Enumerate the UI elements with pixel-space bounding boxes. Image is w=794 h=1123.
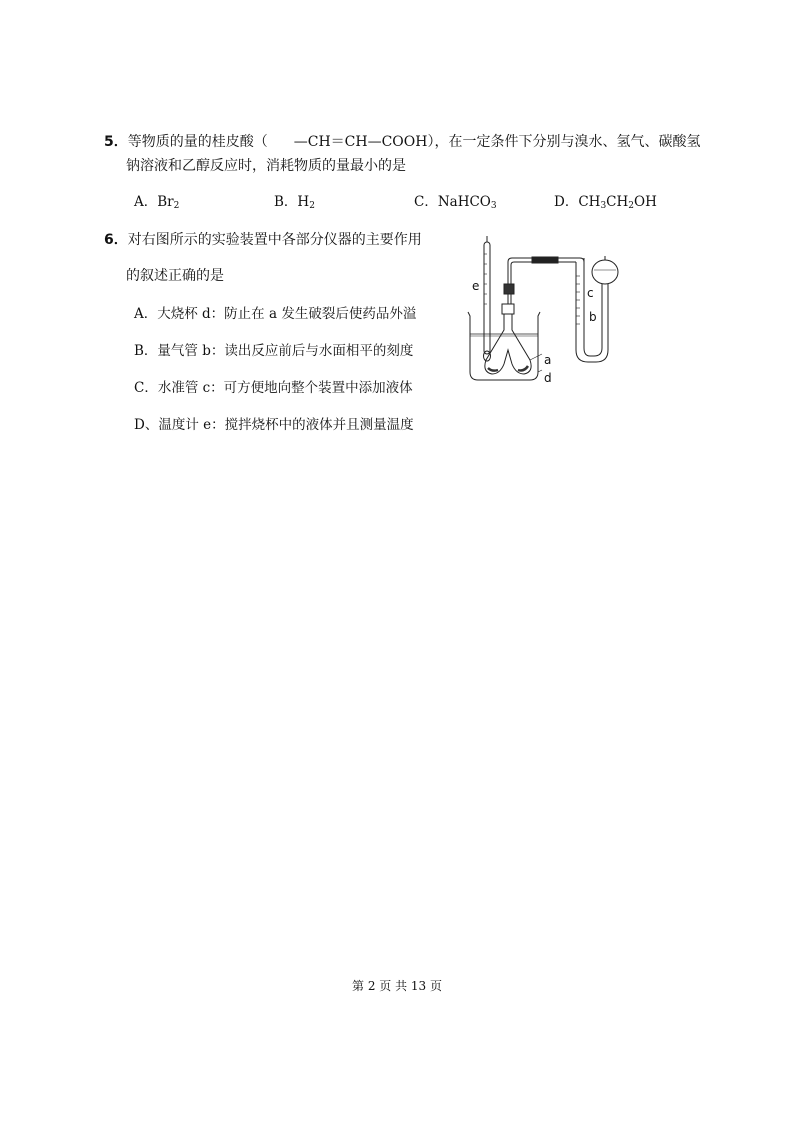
q6-option-a: A．大烧杯 d：防止在 a 发生破裂后使药品外溢 bbox=[134, 306, 417, 322]
q6-stem-line1: 6．对右图所示的实验装置中各部分仪器的主要作用 bbox=[104, 232, 422, 248]
q5-stem-formula: —CH＝CH—COOH），在一定条件下分别与溴水、氢气、碳酸氢 bbox=[293, 134, 701, 150]
q6-number: 6． bbox=[104, 232, 128, 248]
stopper bbox=[502, 304, 514, 314]
label-e: e bbox=[472, 279, 480, 293]
label-a: a bbox=[544, 353, 552, 367]
q6-option-d: D、温度计 e：搅拌烧杯中的液体并且测量温度 bbox=[134, 417, 414, 433]
leveling-bulb-c bbox=[592, 260, 618, 284]
label-c: c bbox=[587, 286, 594, 300]
q6-option-b: B．量气管 b：读出反应前后与水面相平的刻度 bbox=[134, 343, 414, 359]
q5-stem-line1 bbox=[104, 133, 700, 151]
q5-stem-line2: 钠溶液和乙醇反应时，消耗物质的量最小的是 bbox=[126, 158, 406, 174]
q5-option-d: D．$CH_3CH_2OH$ bbox=[554, 194, 657, 211]
label-b: b bbox=[589, 310, 597, 324]
rubber-joint bbox=[532, 257, 558, 263]
y-tube-a bbox=[485, 314, 531, 374]
page-footer: 第 2 页 共 13 页 bbox=[352, 979, 442, 993]
q5-stem-part1: 等物质的量的桂皮酸（ bbox=[127, 134, 268, 150]
thermometer-e bbox=[484, 242, 490, 354]
q5-option-c: C．NaHCO$_3$ bbox=[414, 194, 497, 211]
q5-option-a: A．$Br_2$ bbox=[134, 194, 180, 211]
q6-stem-line2: 的叙述正确的是 bbox=[126, 268, 224, 284]
q5-option-b: B．$H_2$ bbox=[274, 194, 315, 211]
q5-number: 5． bbox=[104, 134, 128, 150]
q6-option-c: C．水准管 c：可方便地向整个装置中添加液体 bbox=[134, 380, 413, 396]
apparatus-figure bbox=[462, 232, 638, 392]
label-d: d bbox=[544, 371, 552, 385]
